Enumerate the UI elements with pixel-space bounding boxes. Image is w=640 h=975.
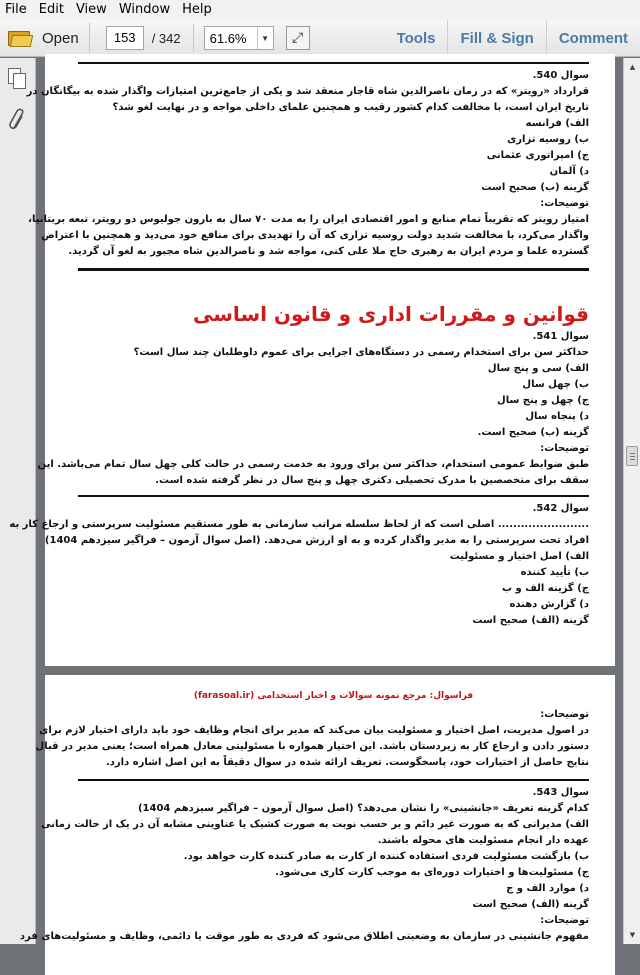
zoom-value: 61.6% bbox=[209, 30, 247, 46]
fit-page-icon[interactable]: ⤢ bbox=[286, 26, 310, 50]
option-b: ب) چهل سال bbox=[522, 379, 589, 390]
question-number: سوال 541. bbox=[532, 331, 589, 342]
question-number: سوال 542. bbox=[532, 503, 589, 514]
menu-view[interactable]: View bbox=[75, 2, 107, 17]
option-c: ج) امپراتوری عثمانی bbox=[486, 150, 589, 161]
chevron-down-icon[interactable]: ▼ bbox=[257, 27, 273, 49]
option-c: ج) چهل و پنج سال bbox=[497, 395, 589, 406]
text-line: حداکثر سن برای استخدام رسمی در دستگاه‌های اجرایی برای عموم داوطلبان چند سال است؟ bbox=[133, 347, 589, 358]
page-number-input[interactable]: 153 bbox=[106, 26, 144, 50]
answer-line: گزینه (ب) صحیح است bbox=[481, 182, 589, 193]
text-line: کدام گزینه تعریف «جانشینی» را نشان می‌دهد؟ (اصل سوال آزمون – فراگیر سیزدهم 1404) bbox=[137, 803, 589, 814]
page-content bbox=[19, 689, 589, 945]
fill-sign-button[interactable]: Fill & Sign bbox=[447, 20, 545, 57]
toolbar-divider bbox=[193, 24, 194, 52]
comment-button[interactable]: Comment bbox=[546, 20, 640, 57]
option-d: د) گزارش دهنده bbox=[509, 599, 589, 610]
text-line: واگذار می‌کرد، با مخالفت شدید دولت روسیه تزاری که آن را تهدیدی برای منافع خود می‌دید و همچنین با اعتراض bbox=[41, 230, 589, 241]
tools-button[interactable]: Tools bbox=[396, 29, 436, 47]
option-d: د) پنجاه سال bbox=[525, 411, 589, 422]
option-b: ب) تأیید کننده bbox=[520, 567, 589, 578]
explanation-label: توضیحات: bbox=[540, 198, 589, 209]
attachments-icon[interactable] bbox=[8, 108, 28, 130]
navigation-pane bbox=[0, 58, 36, 944]
text-line: دستور دادن و ارجاع کار به زیردستان باشد. این اختیار همواره با مسئولیتی معادل همراه است؛ یعنی مدیر در قبال bbox=[35, 741, 589, 752]
answer-line: گزینه (الف) صحیح است bbox=[472, 615, 589, 626]
option-c: ج) مسئولیت‌ها و اختیارات دوره‌ای به موجب کارت کاری می‌شود. bbox=[275, 867, 589, 878]
explanation-label: توضیحات: bbox=[540, 443, 589, 454]
vertical-scrollbar[interactable] bbox=[623, 58, 640, 944]
text-line: طبق ضوابط عمومی استخدام، حداکثر سن برای ورود به خدمت رسمی در حالت کلی چهل سال تمام می‌باشد. این bbox=[37, 459, 589, 470]
divider bbox=[78, 495, 589, 497]
question-number: سوال 540. bbox=[532, 70, 589, 81]
toolbar bbox=[0, 20, 640, 57]
page-total: / 342 bbox=[151, 30, 181, 46]
open-button[interactable] bbox=[8, 23, 90, 53]
option-b: ب) روسیه تزاری bbox=[507, 134, 589, 145]
option-d: د) موارد الف و ج bbox=[506, 883, 589, 894]
document-view[interactable] bbox=[9, 58, 623, 944]
explanation-label: توضیحات: bbox=[540, 709, 589, 720]
text-line: گسترده علما و مردم ایران به رهبری حاج ملا علی کنی، مواجه شد و ناصرالدین شاه مجبور به لغو آن گردید. bbox=[68, 246, 589, 257]
folder-icon bbox=[8, 29, 32, 47]
option-a: الف) مدیرانی که به صورت غیر دائم و بر حسب نوبت به صورت کشیک یا عناوینی مشابه آن در یک از حالت زمانی bbox=[41, 819, 589, 830]
option-a: الف) سی و پنج سال bbox=[487, 363, 589, 374]
divider bbox=[78, 62, 589, 64]
option-a: الف) فرانسه bbox=[525, 118, 589, 129]
answer-line: گزینه (ب) صحیح است. bbox=[477, 427, 589, 438]
scroll-down-icon[interactable]: ▼ bbox=[629, 931, 636, 939]
option-a: الف) اصل اختیار و مسئولیت bbox=[449, 551, 589, 562]
text-line: نتایج حاصل از اختیارات خود، پاسخگوست. تعریف ارائه شده در سوال دقیقاً به این اصل اشاره دارد. bbox=[105, 757, 589, 768]
divider bbox=[78, 268, 589, 271]
menu-bar bbox=[0, 0, 640, 20]
pdf-page bbox=[19, 675, 615, 975]
text-line: ........................ اصلی است که از لحاظ سلسله مراتب سازمانی به طور مستقیم مسئولیت سرپرستی و ارجاع کار به bbox=[9, 519, 589, 530]
pdf-page bbox=[9, 54, 615, 666]
menu-help[interactable]: Help bbox=[182, 2, 212, 17]
text-line: قرارداد «رویتر» که در زمان ناصرالدین شاه قاجار منعقد شد و یکی از جامع‌ترین امتیازات واگذار شده به بیگانگان در bbox=[26, 86, 589, 97]
open-label: Open bbox=[42, 29, 79, 47]
text-line: مفهوم جانشینی در سازمان به وضعیتی اطلاق می‌شود که فردی به طور موقت یا دائمی، وظایف و مسئولیت‌های فرد bbox=[19, 931, 589, 942]
text-line: امتیاز رویتر که تقریباً تمام منابع و امور اقتصادی ایران را به مدت ۷۰ سال به بارون جولیوس دو رویتر، تبعه بریتانیا، bbox=[28, 214, 589, 225]
divider bbox=[78, 779, 589, 781]
scroll-up-icon[interactable]: ▲ bbox=[629, 63, 636, 71]
scrollbar-thumb[interactable] bbox=[626, 446, 638, 466]
page-content bbox=[9, 62, 589, 629]
text-line: در اصول مدیریت، اصل اختیار و مسئولیت بیان می‌کند که مدیر برای انجام وظایف خود باید دارای اختیار لازم برای bbox=[39, 725, 589, 736]
menu-file[interactable]: File bbox=[5, 2, 27, 17]
option-b: ب) بازگشت مسئولیت فردی استفاده کننده از کارت به صادر کننده کارت خواهد بود. bbox=[183, 851, 589, 862]
option-c: ج) گزینه الف و ب bbox=[502, 583, 589, 594]
menu-window[interactable]: Window bbox=[118, 2, 171, 17]
zoom-select[interactable] bbox=[204, 26, 274, 50]
explanation-label: توضیحات: bbox=[540, 915, 589, 926]
question-number: سوال 543. bbox=[532, 787, 589, 798]
page-thumbnails-icon[interactable] bbox=[8, 68, 28, 90]
section-heading: قوانین و مقررات اداری و قانون اساسی bbox=[193, 302, 589, 326]
text-line: عهده دار انجام مسئولیت های محوله باشند. bbox=[377, 835, 589, 846]
text-line: افراد تحت سرپرستی را به مدیر واگذار کرده و به او ارزش می‌دهد. (اصل سوال آزمون – فراگیر سیزدهم 1404) bbox=[44, 535, 589, 546]
text-line: تاریخ ایران است، با مخالفت کدام کشور رقیب و همچنین علمای داخلی مواجه و در نهایت لغو شد؟ bbox=[112, 102, 589, 113]
page-header: فراسوال: مرجع نمونه سوالات و اخبار استخدامی (farasoal.ir) bbox=[193, 691, 474, 701]
option-d: د) آلمان bbox=[549, 166, 589, 177]
answer-line: گزینه (الف) صحیح است bbox=[472, 899, 589, 910]
menu-edit[interactable]: Edit bbox=[38, 2, 64, 17]
text-line: سقف برای متخصصین با مدرک تحصیلی دکتری چهل و پنج سال در نظر گرفته شده است. bbox=[155, 475, 589, 486]
